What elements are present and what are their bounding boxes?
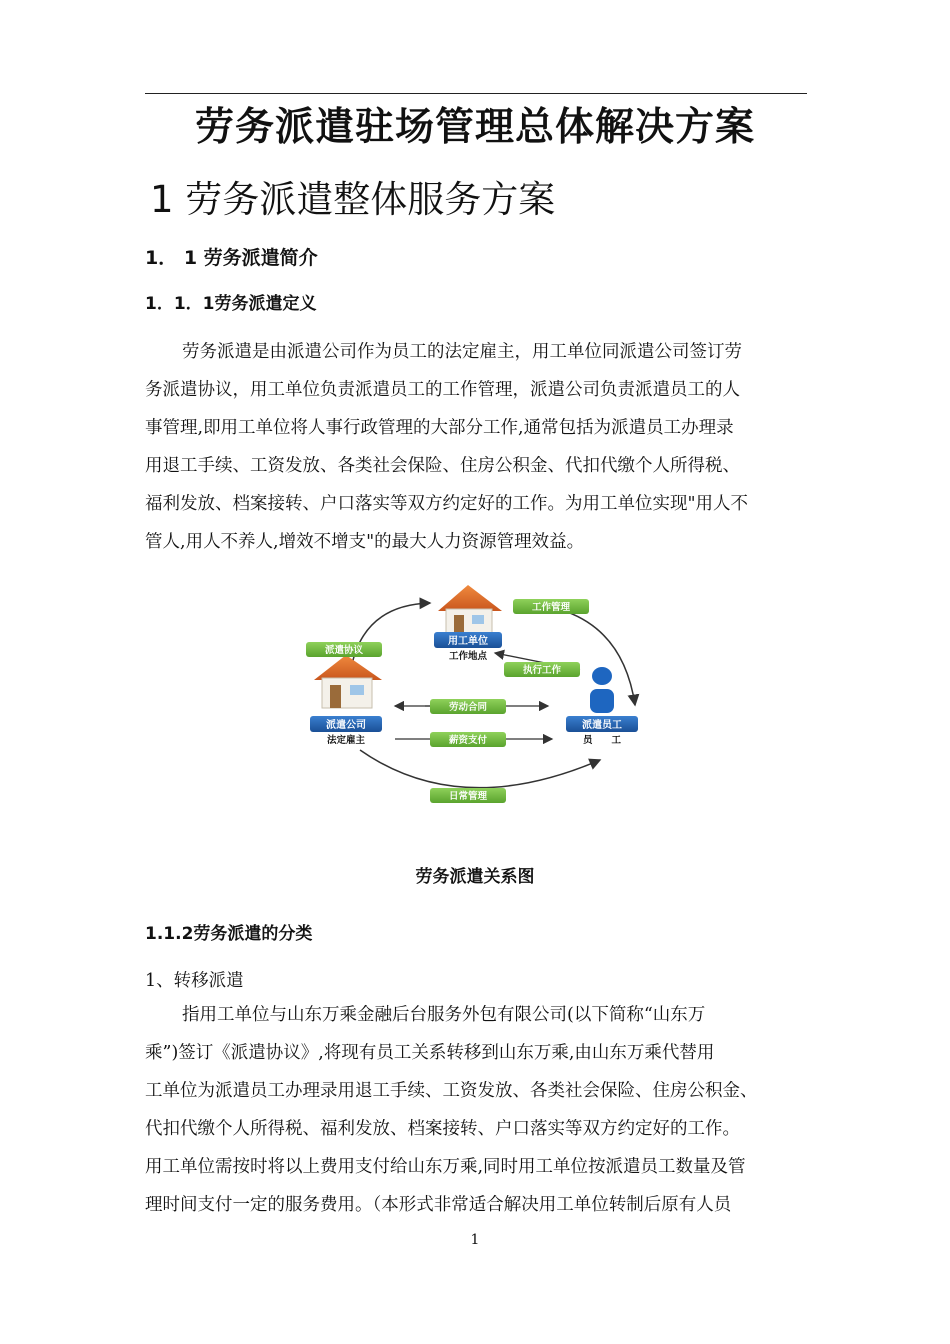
arc-daily-management	[360, 750, 600, 788]
section-heading-1-1-1: 1．1．1劳务派遣定义	[145, 294, 317, 314]
paragraph-line: 代扣代缴个人所得税、福利发放、档案接转、户口落实等双方约定好的工作。	[145, 1119, 740, 1139]
paragraph-line: 事管理,即用工单位将人事行政管理的大部分工作,通常包括为派遣员工办理录	[145, 418, 734, 438]
dispatch-relationship-diagram	[290, 575, 660, 815]
employer-unit-label: 用工单位	[448, 636, 488, 647]
page-number: 1	[470, 1232, 480, 1248]
paragraph-line: 劳务派遣是由派遣公司作为员工的法定雇主，用工单位同派遣公司签订劳	[182, 342, 742, 362]
employee-label: 派遣员工	[582, 720, 622, 731]
dispatch-company-label: 派遣公司	[326, 720, 366, 731]
paragraph-line: 乘”)签订《派遣协议》,将现有员工关系转移到山东万乘,由山东万乘代替用	[145, 1043, 715, 1063]
section-heading-1-1: 1． 1 劳务派遣简介	[145, 247, 318, 269]
tag-labor-contract: 劳动合同	[448, 702, 488, 713]
document-title: 劳务派遣驻场管理总体解决方案	[194, 105, 755, 150]
arc-agreement	[350, 603, 430, 675]
paragraph-line: 用退工手续、工资发放、各类社会保险、住房公积金、代扣代缴个人所得税、	[145, 456, 740, 476]
arc-work-management	[515, 603, 635, 705]
tag-work-management: 工作管理	[531, 602, 571, 613]
tag-execute-work: 执行工作	[522, 665, 562, 676]
tag-dispatch-agreement: 派遣协议	[324, 645, 364, 656]
employee-person-icon	[590, 667, 614, 713]
tag-salary-payment: 薪资支付	[448, 735, 488, 746]
figure-caption: 劳务派遣关系图	[415, 867, 535, 887]
section-heading-1-1-2: 1.1.2劳务派遣的分类	[145, 924, 313, 944]
employee-sub: 员 工	[582, 735, 622, 746]
subheading-transfer-dispatch: 1、转移派遣	[145, 971, 244, 991]
employer-unit-sub: 工作地点	[448, 651, 488, 662]
paragraph-line: 务派遣协议，用工单位负责派遣员工的工作管理，派遣公司负责派遣员工的人	[145, 380, 740, 400]
section-heading-1: 1 劳务派遣整体服务方案	[150, 178, 556, 221]
header-rule	[145, 93, 807, 94]
paragraph-line: 指用工单位与山东万乘金融后台服务外包有限公司(以下简称“山东万	[182, 1005, 706, 1025]
paragraph-line: 管人,用人不养人,增效不增支"的最大人力资源管理效益。	[145, 532, 585, 552]
definition-paragraph	[145, 333, 810, 561]
tag-daily-management: 日常管理	[448, 791, 488, 802]
house-icon	[438, 585, 502, 633]
paragraph-line: 工单位为派遣员工办理录用退工手续、工资发放、各类社会保险、住房公积金、	[145, 1081, 758, 1101]
dispatch-company-sub: 法定雇主	[326, 735, 366, 746]
paragraph-line: 理时间支付一定的服务费用。（本形式非常适合解决用工单位转制后原有人员	[145, 1195, 732, 1215]
house-icon	[314, 655, 382, 708]
transfer-paragraph	[145, 996, 810, 1224]
paragraph-line: 用工单位需按时将以上费用支付给山东万乘,同时用工单位按派遣员工数量及管	[145, 1157, 746, 1177]
paragraph-line: 福利发放、档案接转、户口落实等双方约定好的工作。为用工单位实现"用人不	[145, 494, 749, 514]
